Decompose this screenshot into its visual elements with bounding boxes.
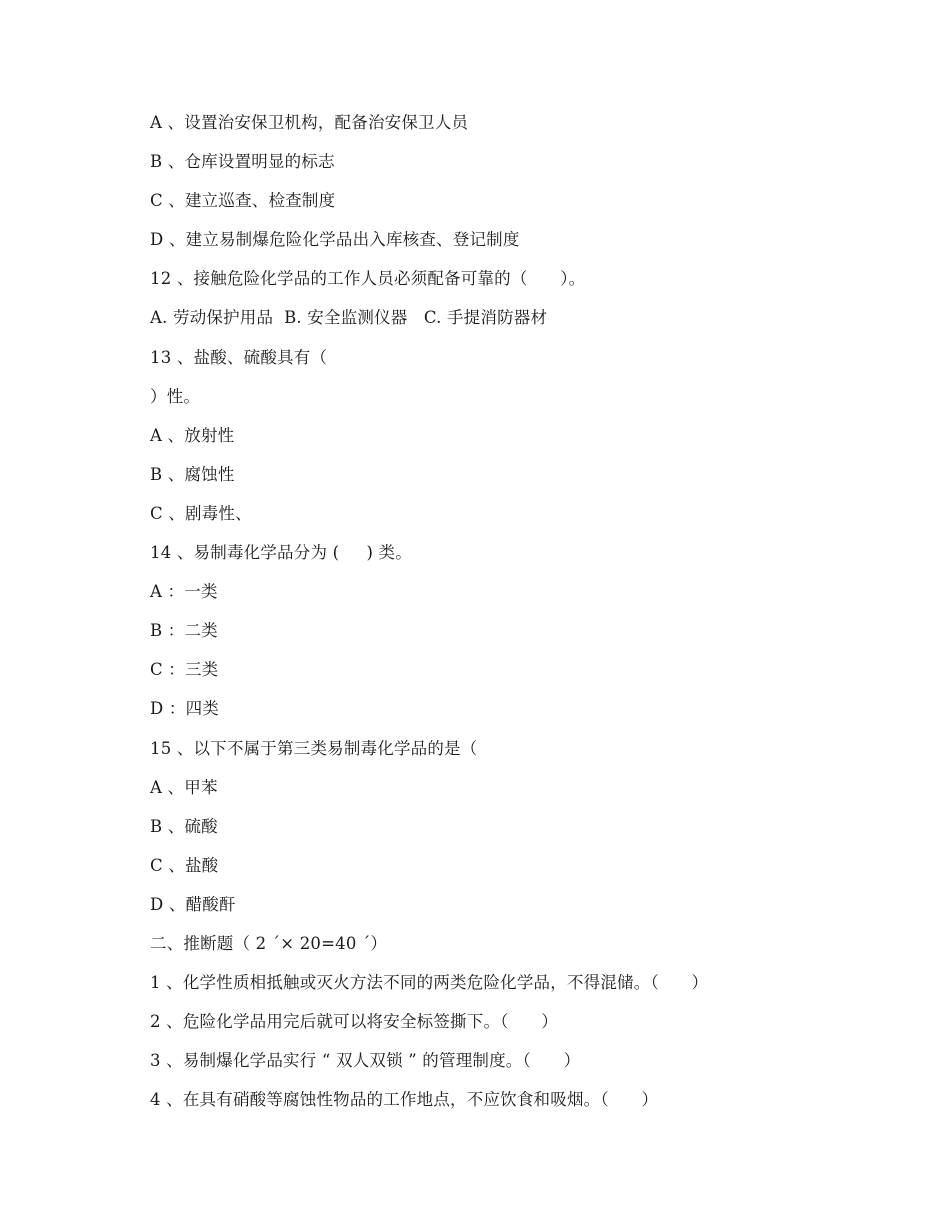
option-line: A 、设置治安保卫机构，配备治安保卫人员 — [150, 113, 469, 132]
option-line: A. 劳动保护用品 B. 安全监测仪器 C. 手提消防器材 — [150, 308, 548, 328]
option-line: C ：三类 — [150, 660, 219, 680]
question-line: 2 、危险化学品用完后就可以将安全标签撕下。（ ） — [150, 1012, 558, 1032]
question-line: 4 、在具有硝酸等腐蚀性物品的工作地点，不应饮食和吸烟。（ ） — [150, 1090, 659, 1110]
option-line: C 、盐酸 — [150, 855, 219, 875]
option-line: B ：二类 — [150, 621, 218, 641]
question-line: 13 、盐酸、硫酸具有（ — [150, 347, 328, 367]
option-line: D 、建立易制爆危险化学品出入库核查、登记制度 — [150, 230, 520, 250]
option-line: C 、建立巡查、检查制度 — [150, 191, 336, 211]
question-line: 14 、易制毒化学品分为 ( ) 类。 — [150, 543, 412, 563]
option-line: B 、硫酸 — [150, 816, 218, 836]
question-line: ）性。 — [150, 386, 201, 406]
option-line: A 、甲苯 — [150, 777, 218, 797]
question-line: 12 、接触危险化学品的工作人员必须配备可靠的（ ）。 — [150, 269, 586, 289]
option-line: B 、仓库设置明显的标志 — [150, 152, 335, 172]
option-line: A 、放射性 — [150, 425, 235, 445]
question-line: 15 、以下不属于第三类易制毒化学品的是（ — [150, 738, 478, 758]
document-page — [150, 108, 910, 1124]
option-line: D 、醋酸酐 — [150, 894, 236, 914]
question-line: 1 、化学性质相抵触或灭火方法不同的两类危险化学品，不得混储。（ ） — [150, 973, 709, 993]
option-line: B 、腐蚀性 — [150, 464, 235, 484]
option-line: D ：四类 — [150, 699, 219, 719]
section-heading: 二、推断题（ 2 ´× 20=40 ´） — [150, 933, 388, 953]
option-line: A ：一类 — [150, 582, 218, 602]
option-line: C 、剧毒性、 — [150, 503, 252, 523]
question-line: 3 、易制爆化学品实行 “ 双人双锁 ” 的管理制度。（ ） — [150, 1051, 581, 1071]
